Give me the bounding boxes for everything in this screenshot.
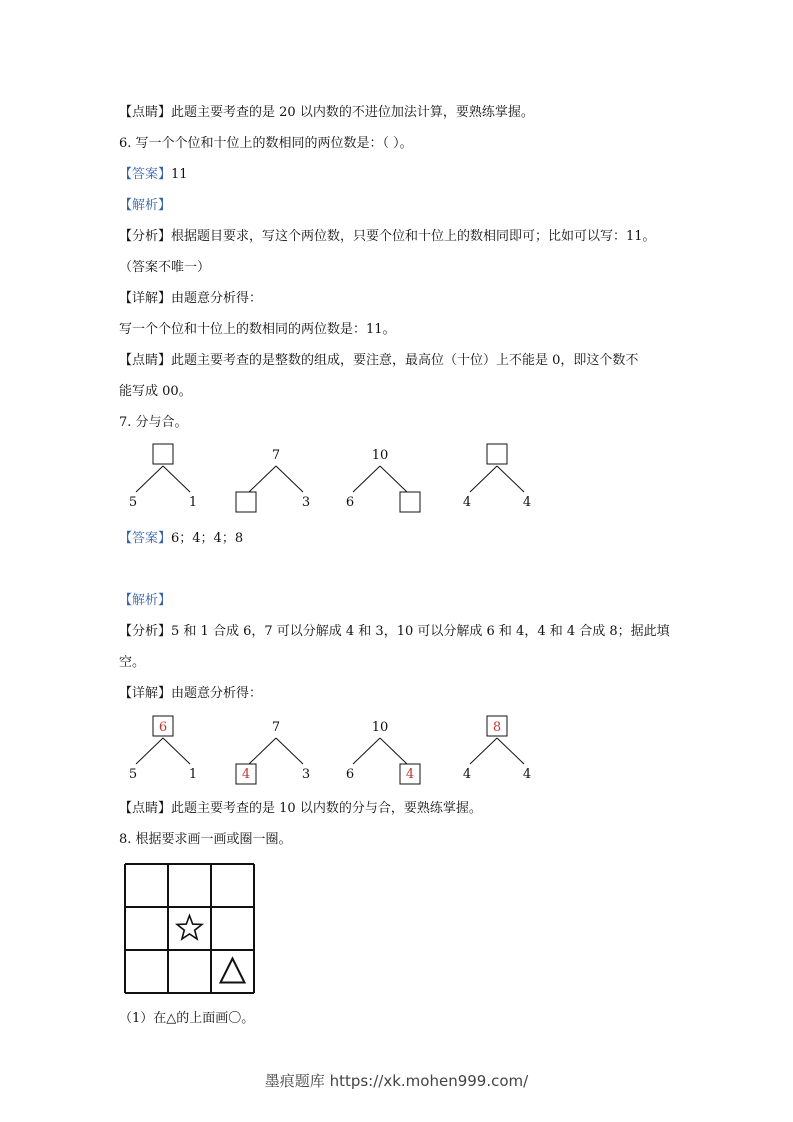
answer-tree-branch-left <box>470 738 497 764</box>
question-tree-left-value: 4 <box>462 495 472 510</box>
answer-tree-right-value: 4 <box>405 767 415 782</box>
question-tree-branch-right <box>380 466 407 492</box>
question-tree-right-value: 3 <box>301 495 311 510</box>
analysis-tag: 【分析】 <box>119 624 172 639</box>
answer-tree-top-value: 6 <box>158 720 168 735</box>
question-tree-left-value: 6 <box>345 495 355 510</box>
detail-tag: 【详解】 <box>119 686 172 701</box>
analysis-text: 根据题目要求，写这个两位数，只要个位和十位上的数相同即可；比如可以写：11。 <box>171 229 656 244</box>
question-tree-right-value: 4 <box>522 495 532 510</box>
answer-tree-branch-left <box>353 738 380 764</box>
question-tree-right-value: 1 <box>188 495 198 510</box>
question-tree-left-box <box>236 492 256 512</box>
answer-tree-left-value: 4 <box>241 767 251 782</box>
question-tree-branch-left <box>136 466 163 492</box>
analysis-heading-7: 【解析】 <box>119 593 172 608</box>
triangle-icon <box>221 959 245 983</box>
remark-text: 此题主要考查的是 10 以内数的分与合，要熟练掌握。 <box>171 801 482 816</box>
answer-tree-top-value: 10 <box>371 720 389 735</box>
remark-tag: 【点睛】 <box>119 105 172 120</box>
detail-tag: 【详解】 <box>119 291 172 306</box>
footer-watermark: 墨痕题库 https://xk.mohen999.com/ <box>264 1072 529 1090</box>
question-tree-branch-right <box>276 466 303 492</box>
answer-tree-right-value: 1 <box>188 767 198 782</box>
answer-text: 6；4；4；8 <box>171 531 244 546</box>
question-tree-branch-left <box>470 466 497 492</box>
remark-text: 此题主要考查的是整数的组成，要注意，最高位（十位）上不能是 0，即这个数不 <box>171 353 639 368</box>
question-8-1: （1）在△的上面画〇。 <box>119 1011 255 1026</box>
answer-tree-right-value: 3 <box>301 767 311 782</box>
question-tree-top-value: 7 <box>271 448 281 463</box>
question-6: 6. 写一个个位和十位上的数相同的两位数是：（ ）。 <box>119 136 413 151</box>
analysis-text: 5 和 1 合成 6，7 可以分解成 4 和 3，10 可以分解成 6 和 4，4 和 4 合成 8；据此填 <box>171 624 670 639</box>
question-tree-right-box <box>400 492 420 512</box>
question-tree-top-value: 10 <box>371 448 389 463</box>
question-tree-left-value: 5 <box>128 495 138 510</box>
answer-tree-branch-left <box>136 738 163 764</box>
question-tree-branch-left <box>353 466 380 492</box>
answer-tree-top-value: 8 <box>492 720 502 735</box>
remark-tag: 【点睛】 <box>119 353 172 368</box>
answer-tree-right-value: 4 <box>522 767 532 782</box>
star-icon <box>177 916 202 940</box>
answer-tree-left-value: 6 <box>345 767 355 782</box>
answer-text: 11 <box>171 167 188 182</box>
answer-tag: 【答案】 <box>119 167 172 182</box>
analysis-note-6: （答案不唯一） <box>119 260 211 275</box>
remark-6-cont: 能写成 00。 <box>119 384 192 399</box>
answer-tree-branch-right <box>380 738 407 764</box>
detail-body-6: 写一个个位和十位上的数相同的两位数是：11。 <box>119 322 396 337</box>
answer-tree-branch-right <box>276 738 303 764</box>
answer-tree-branch-right <box>163 738 190 764</box>
answer-tree-branch-right <box>497 738 524 764</box>
detail-text: 由题意分析得： <box>171 291 263 306</box>
question-tree-top-box <box>153 444 173 464</box>
answer-tree-left-value: 5 <box>128 767 138 782</box>
analysis-heading-6: 【解析】 <box>119 198 172 213</box>
question-tree-branch-left <box>249 466 276 492</box>
question-tree-branch-right <box>497 466 524 492</box>
remark-tag: 【点睛】 <box>119 801 172 816</box>
answer-tree-branch-left <box>249 738 276 764</box>
answer-tree-left-value: 4 <box>462 767 472 782</box>
question-tree-top-box <box>487 444 507 464</box>
remark-text: 此题主要考查的是 20 以内数的不进位加法计算，要熟练掌握。 <box>171 105 534 120</box>
analysis-tag: 【分析】 <box>119 229 172 244</box>
answer-tree-top-value: 7 <box>271 720 281 735</box>
answer-tag: 【答案】 <box>119 531 172 546</box>
question-tree-branch-right <box>163 466 190 492</box>
detail-text: 由题意分析得： <box>171 686 263 701</box>
question-7: 7. 分与合。 <box>119 415 188 430</box>
question-8: 8. 根据要求画一画或圈一圈。 <box>119 832 292 847</box>
analysis-7-cont: 空。 <box>119 655 146 670</box>
